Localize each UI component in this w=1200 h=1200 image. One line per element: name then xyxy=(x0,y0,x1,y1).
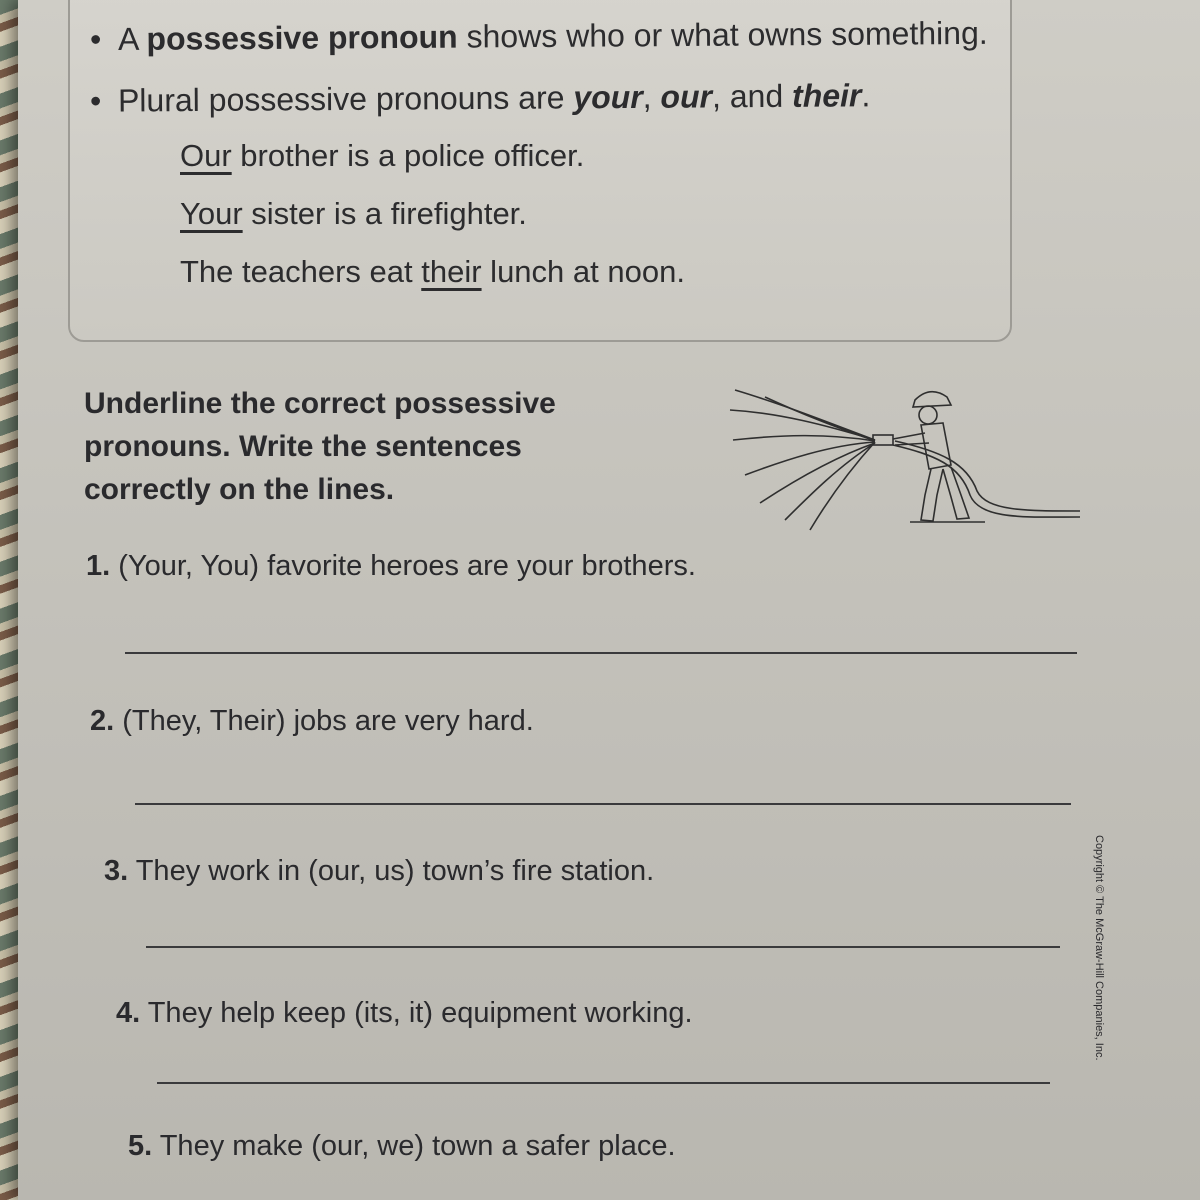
question-4: 4. They help keep (its, it) equipment working. xyxy=(116,997,693,1029)
question-5: 5. They make (our, we) town a safer place. xyxy=(128,1130,676,1162)
answer-line-1[interactable] xyxy=(125,652,1077,654)
instructions-heading: Underline the correct possessive pronouns. Write the sentences correctly on the lines. xyxy=(84,387,556,506)
rule-example-3: The teachers eat their lunch at noon. xyxy=(180,254,685,289)
answer-line-4[interactable] xyxy=(157,1082,1050,1084)
answer-line-3[interactable] xyxy=(146,946,1060,948)
rule-example-2: Your sister is a firefighter. xyxy=(180,196,527,231)
rule-bullet-2: • Plural possessive pronouns are your, our, and their. xyxy=(89,77,871,119)
answer-line-2[interactable] xyxy=(135,803,1071,805)
bullet-icon: • xyxy=(89,21,102,58)
rule-example-1: Our brother is a police officer. xyxy=(180,138,585,173)
firefighter-icon xyxy=(725,385,1085,535)
question-1: 1. (Your, You) favorite heroes are your brothers. xyxy=(86,550,696,582)
copyright-notice: Copyright © The McGraw-Hill Companies, Inc. xyxy=(1093,835,1105,1061)
bullet-icon: • xyxy=(89,82,102,119)
question-3: 3. They work in (our, us) town’s fire station. xyxy=(104,855,655,887)
rule-bullet-1: • A possessive pronoun shows who or what owns something. xyxy=(89,14,988,58)
question-2: 2. (They, Their) jobs are very hard. xyxy=(90,705,534,737)
